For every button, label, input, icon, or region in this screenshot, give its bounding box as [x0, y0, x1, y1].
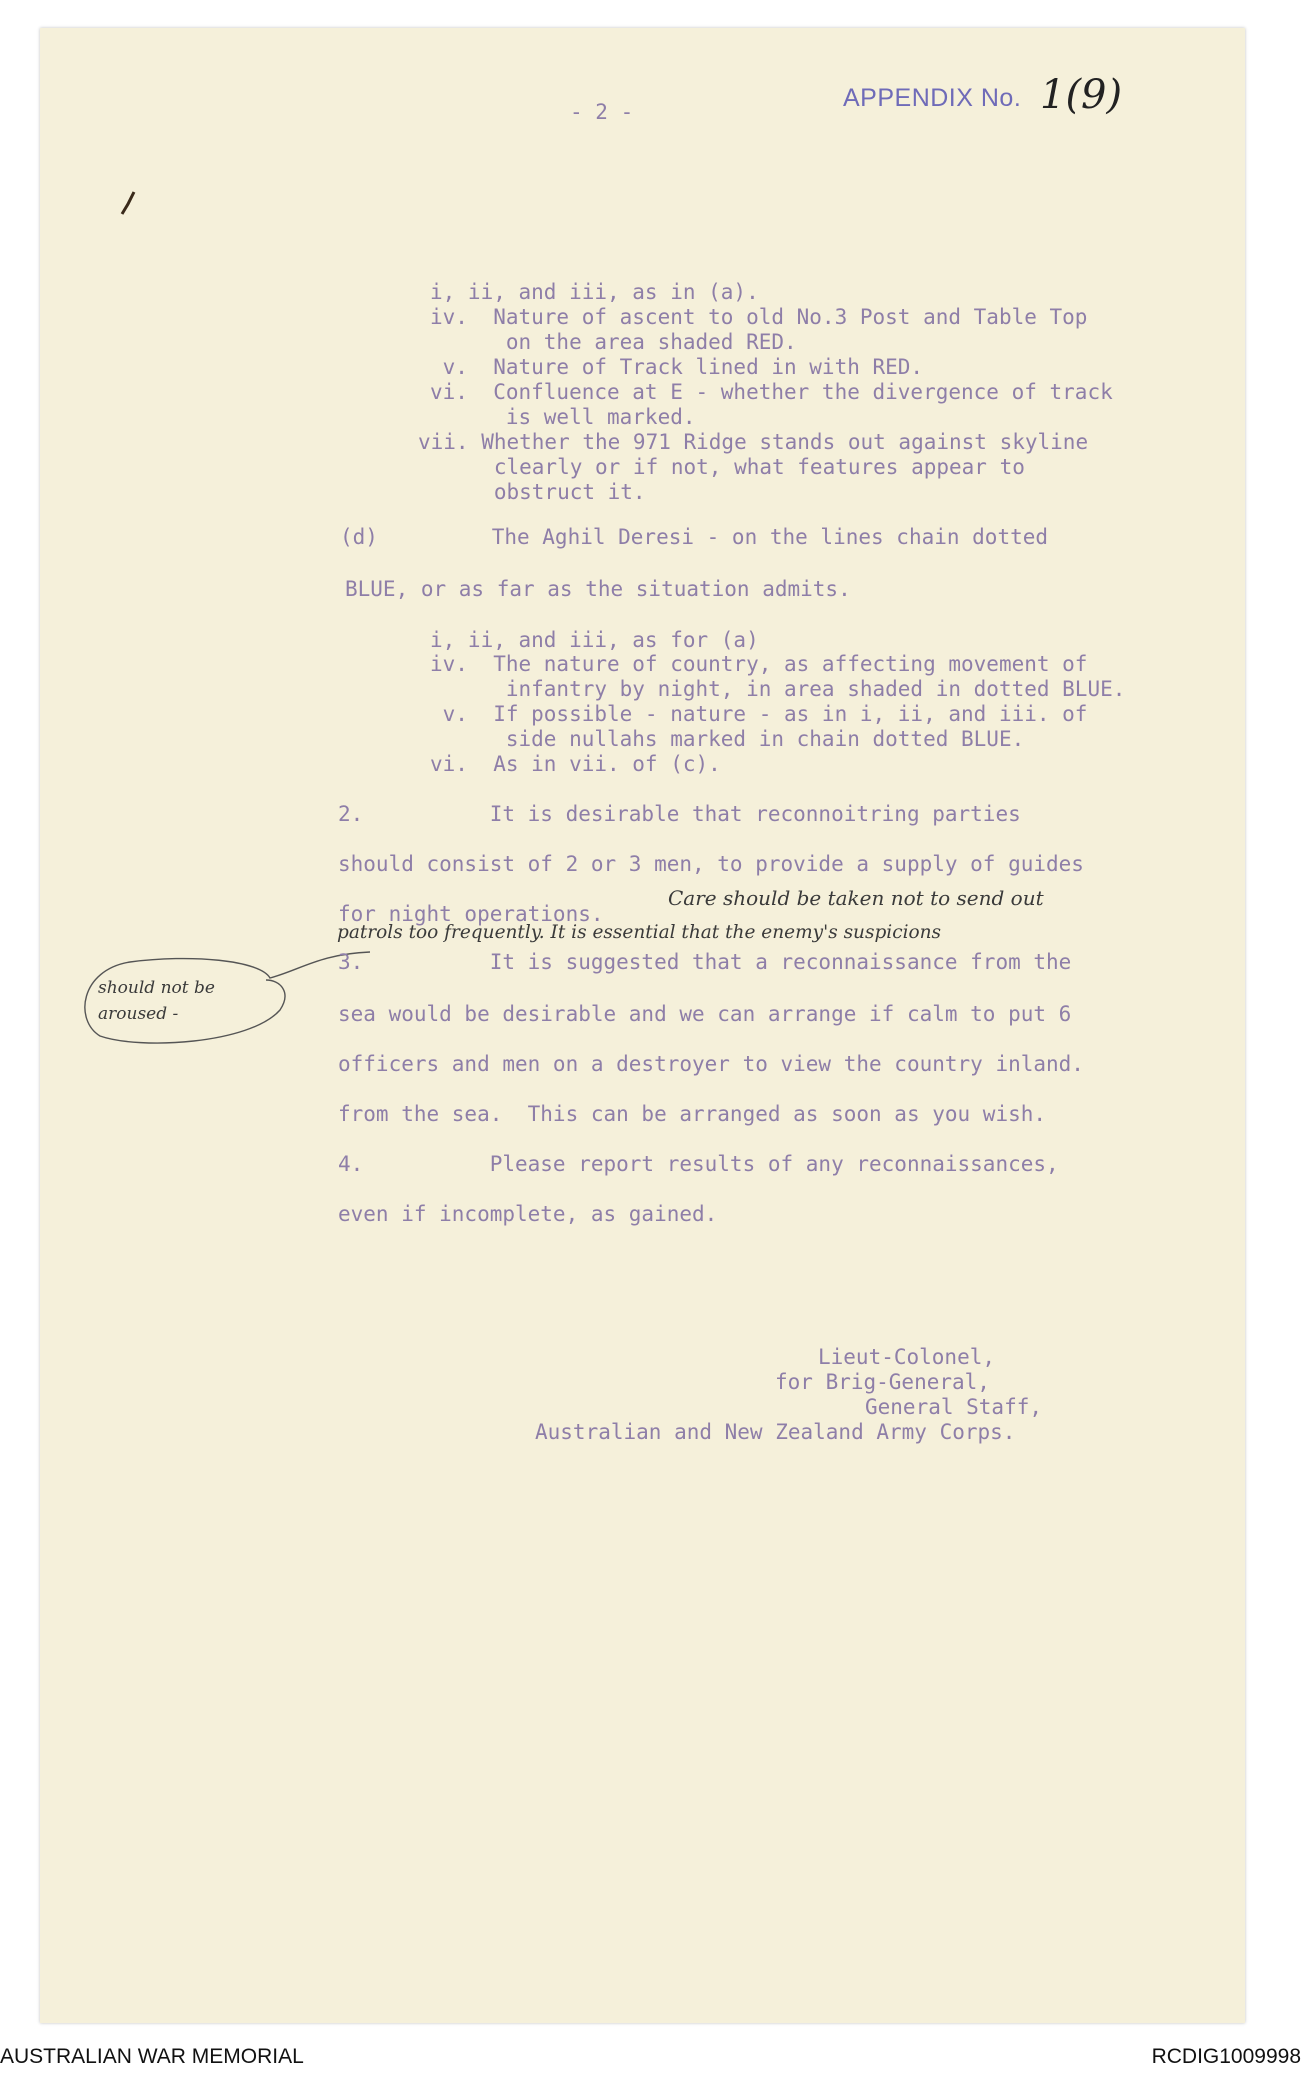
section-c-item-vi: vi. Confluence at E - whether the divergence of track is well marked.	[430, 380, 1113, 429]
appendix-number-handwritten: 1(9)	[1040, 72, 1123, 118]
appendix-stamp: APPENDIX No.	[843, 84, 1022, 112]
signature-line4: Australian and New Zealand Army Corps.	[535, 1420, 1016, 1444]
paragraph-3-line1: 3. It is suggested that a reconnaissance from the	[338, 950, 1072, 974]
paragraph-4-line1: 4. Please report results of any reconnaissances,	[338, 1152, 1059, 1176]
section-d-intro-line2: BLUE, or as far as the situation admits.	[345, 577, 851, 601]
section-c-item-vii: vii. Whether the 971 Ridge stands out against skyline clearly or if not, what features appear to obstruct it.	[418, 430, 1089, 504]
paragraph-2-line2: should consist of 2 or 3 men, to provide a supply of guides	[338, 852, 1084, 876]
section-d-item-i-iii: i, ii, and iii, as for (a)	[430, 628, 759, 652]
section-d-intro-line1: (d) The Aghil Deresi - on the lines chain dotted	[340, 525, 1049, 549]
section-c-item-iv: iv. Nature of ascent to old No.3 Post and Table Top on the area shaded RED.	[430, 305, 1088, 354]
handwritten-insertion-line2: patrols too frequently. It is essential that the enemy's suspicions	[337, 922, 942, 943]
paragraph-2-line1: 2. It is desirable that reconnoitring parties	[338, 802, 1021, 826]
handwritten-margin-note: should not be aroused -	[98, 978, 215, 1024]
section-c-item-i-iii: i, ii, and iii, as in (a).	[430, 280, 759, 304]
paragraph-3-line3: officers and men on a destroyer to view the country inland.	[338, 1052, 1084, 1076]
paragraph-2-line3: for night operations.	[338, 902, 604, 926]
paragraph-4-line2: even if incomplete, as gained.	[338, 1202, 718, 1226]
signature-line1: Lieut-Colonel,	[818, 1345, 996, 1369]
paragraph-3-line2: sea would be desirable and we can arrange if calm to put 6	[338, 1002, 1072, 1026]
handwritten-insertion-line1: Care should be taken not to send out	[668, 886, 1044, 910]
signature-line3: General Staff,	[865, 1395, 1043, 1419]
section-c-item-v: v. Nature of Track lined in with RED.	[430, 355, 924, 379]
section-d-item-v: v. If possible - nature - as in i, ii, and iii. of side nullahs marked in chain dotted BLUE.	[442, 702, 1088, 751]
paragraph-3-line4: from the sea. This can be arranged as soon as you wish.	[338, 1102, 1047, 1126]
section-d-item-vi: vi. As in vii. of (c).	[430, 752, 721, 776]
signature-line2: for Brig-General,	[775, 1370, 990, 1394]
section-d-item-iv: iv. The nature of country, as affecting movement of infantry by night, in area shaded in dotted BLUE.	[430, 652, 1126, 701]
page-number: - 2 -	[570, 100, 634, 124]
footer-id: RCDIG1009998	[1151, 2045, 1301, 2068]
footer-credit: AUSTRALIAN WAR MEMORIAL	[0, 2045, 304, 2068]
